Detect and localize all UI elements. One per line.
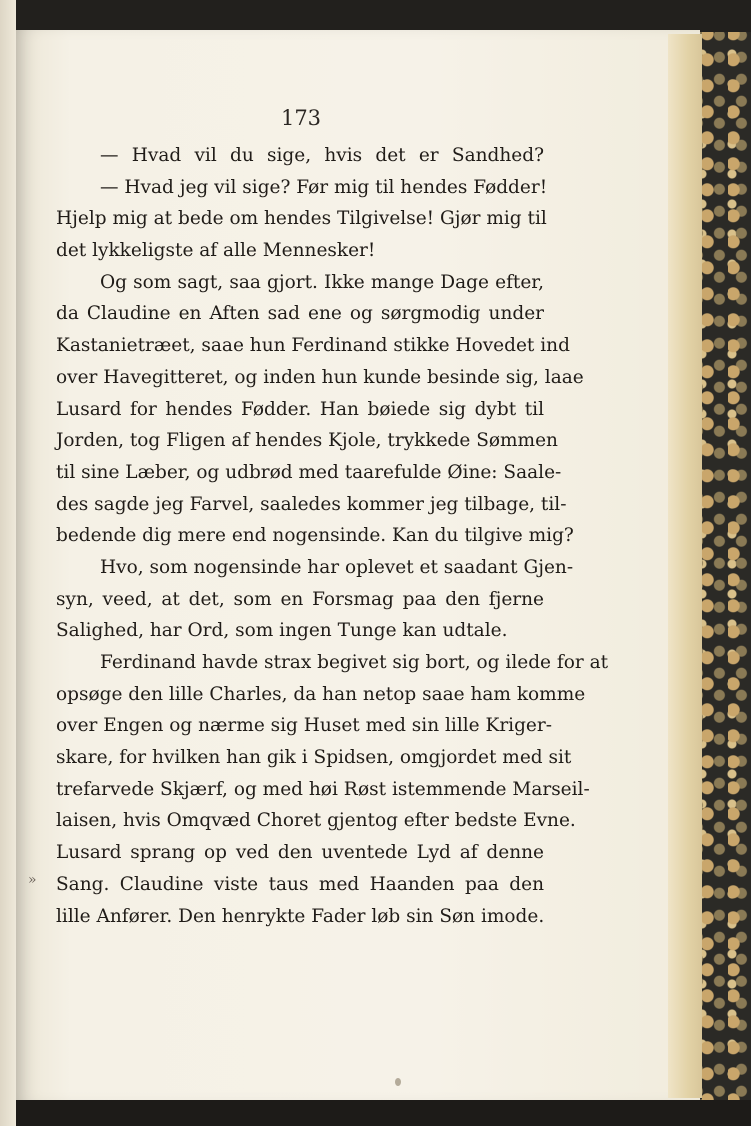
text-line: Ferdinand havde strax begivet sig bort, og ilede for at xyxy=(100,652,609,673)
book-bottom-edge xyxy=(16,1100,751,1126)
text-line: Sang. Claudine viste taus med Haanden paa den xyxy=(56,873,544,895)
text-line: — Hvad vil du sige, hvis det er Sandhed? xyxy=(100,145,544,166)
text-line: da Claudine en Aften sad ene og sørgmodig under xyxy=(56,303,544,325)
margin-mark: » xyxy=(28,872,37,888)
paper-spot xyxy=(395,1078,401,1086)
text-line: trefarvede Skjærf, og med høi Røst istemmende Marseil- xyxy=(56,778,590,800)
text-line: laisen, hvis Omqvæd Choret gjentog efter bedste Evne. xyxy=(56,810,576,832)
text-line: — Hvad jeg vil sige? Før mig til hendes Fødder! xyxy=(100,176,548,198)
previous-page-edge xyxy=(0,0,16,1126)
text-line: Lusard sprang op ved den uventede Lyd af denne xyxy=(56,842,544,864)
text-line: Og som sagt, saa gjort. Ikke mange Dage efter, xyxy=(100,271,544,293)
text-line: til sine Læber, og udbrød med taarefulde Øine: Saale- xyxy=(56,461,562,483)
text-line: Kastanietræet, saae hun Ferdinand stikke Hovedet ind xyxy=(56,335,570,357)
text-line: over Engen og nærme sig Huset med sin lille Kriger- xyxy=(56,715,552,737)
text-line: Hjelp mig at bede om hendes Tilgivelse! Gjør mig til xyxy=(56,208,547,230)
text-line: Salighed, har Ord, som ingen Tunge kan udtale. xyxy=(56,620,508,642)
text-line: syn, veed, at det, som en Forsmag paa den fjerne xyxy=(56,588,544,610)
text-line: over Havegitteret, og inden hun kunde besinde sig, laae xyxy=(56,366,584,388)
text-line: opsøge den lille Charles, da han netop saae ham komme xyxy=(56,683,586,705)
book-top-edge xyxy=(0,0,751,32)
text-line: des sagde jeg Farvel, saaledes kommer jeg tilbage, til- xyxy=(56,493,567,515)
text-line: lille Anfører. Den henrykte Fader løb sin Søn imode. xyxy=(56,905,545,927)
text-line: Lusard for hendes Fødder. Han bøiede sig dybt til xyxy=(56,398,544,420)
text-line: Hvo, som nogensinde har oplevet et saadant Gjen- xyxy=(100,556,574,578)
text-line: skare, for hvilken han gik i Spidsen, omgjordet med sit xyxy=(56,747,572,769)
page-stack-edge xyxy=(668,34,702,1098)
text-line: Jorden, tog Fligen af hendes Kjole, trykkede Sømmen xyxy=(56,430,558,452)
page-number: 173 xyxy=(280,106,322,130)
text-line: bedende dig mere end nogensinde. Kan du tilgive mig? xyxy=(56,525,574,547)
text-line: det lykkeligste af alle Mennesker! xyxy=(56,240,376,262)
body-text xyxy=(56,140,609,932)
